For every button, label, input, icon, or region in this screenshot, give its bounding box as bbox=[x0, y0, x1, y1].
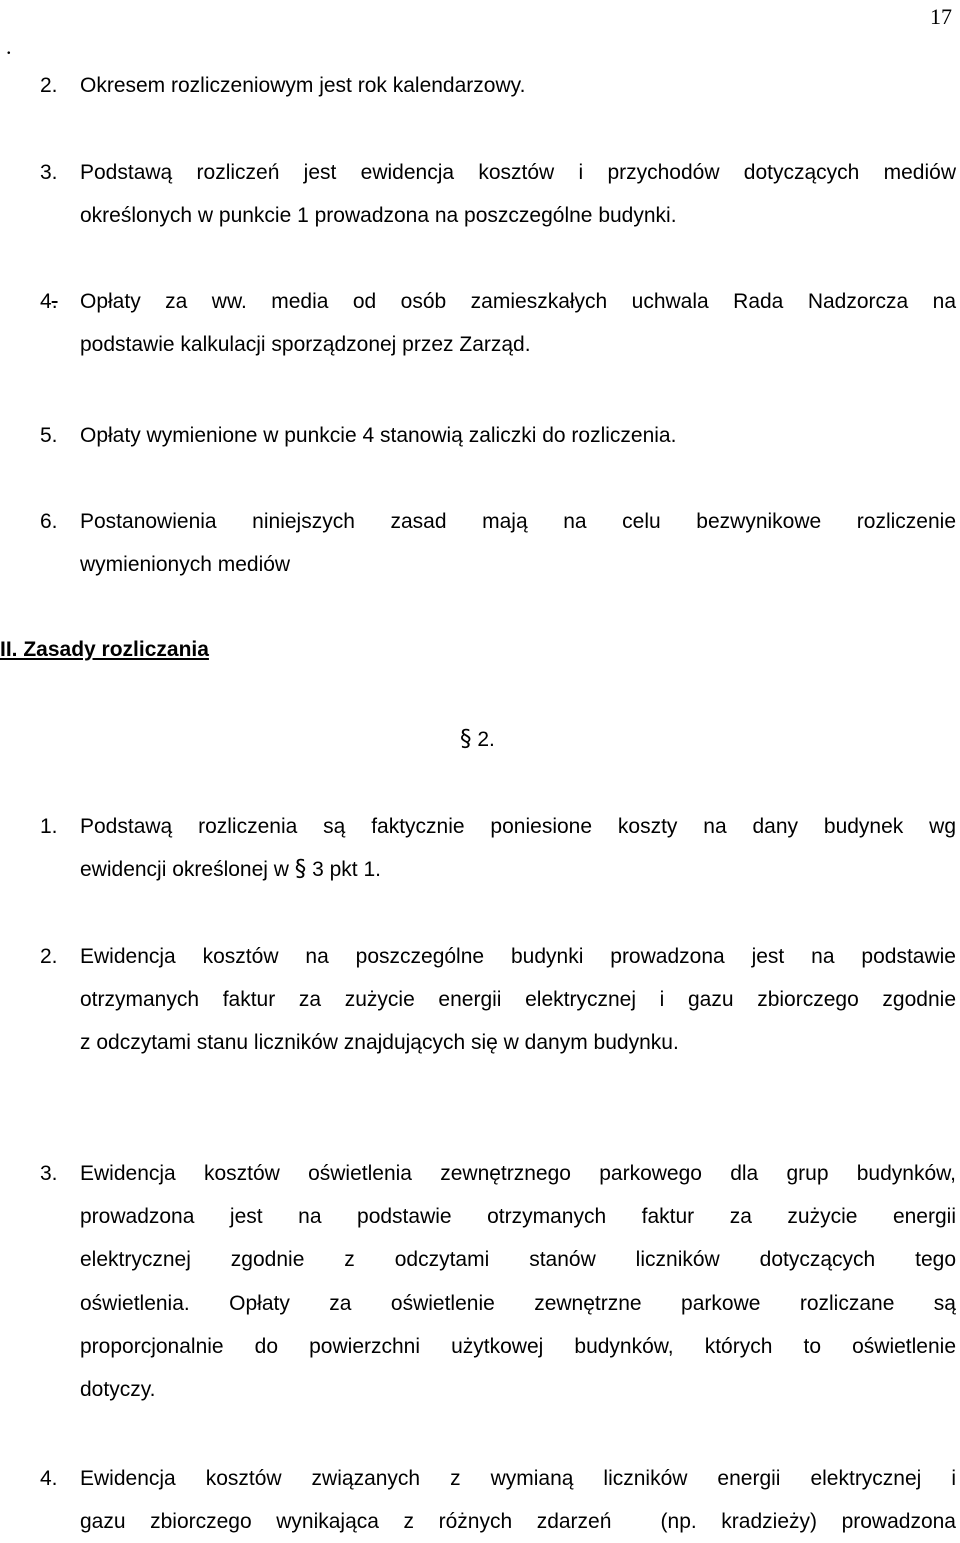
struck-period: . bbox=[51, 290, 58, 313]
item-text: prowadzona jest na podstawie otrzymanych faktur za zużycie energii bbox=[80, 1205, 956, 1229]
section-heading: II. Zasady rozliczania bbox=[0, 638, 209, 661]
section-sign: § bbox=[294, 856, 307, 883]
list-item bbox=[40, 151, 956, 237]
item-text: Okresem rozliczeniowym jest rok kalendarzowy. bbox=[80, 74, 526, 97]
item-text: Ewidencja kosztów związanych z wymianą liczników energii elektrycznej i bbox=[80, 1467, 956, 1490]
item-number: 2. bbox=[40, 74, 58, 97]
item-text: wymienionych mediów bbox=[80, 553, 291, 577]
item-number: 1. bbox=[40, 815, 58, 838]
item-text: Podstawą rozliczeń jest ewidencja kosztów i przychodów dotyczących mediów bbox=[80, 161, 956, 184]
item-text: oświetlenia. Opłaty za oświetlenie zewnętrzne parkowe rozliczane są bbox=[80, 1291, 956, 1315]
item-text: Opłaty za ww. media od osób zamieszkałych uchwala Rada Nadzorcza na bbox=[80, 290, 956, 313]
item-text: gazu zbiorczego wynikająca z różnych zdarzeń (np. kradzieży) prowadzona bbox=[80, 1510, 956, 1534]
list-item bbox=[40, 64, 956, 107]
item-text: Opłaty wymienione w punkcie 4 stanowią zaliczki do rozliczenia. bbox=[80, 424, 677, 447]
item-number: 4. bbox=[40, 1467, 58, 1490]
list-item bbox=[40, 805, 956, 891]
item-text: proporcjonalnie do powierzchni użytkowej budynków, których to oświetlenie bbox=[80, 1334, 956, 1358]
item-text: elektrycznej zgodnie z odczytami stanów liczników dotyczących tego bbox=[80, 1248, 956, 1272]
item-text: z odczytami stanu liczników znajdujących się w danym budynku. bbox=[80, 1031, 679, 1055]
paragraph-number: 2. bbox=[477, 728, 495, 751]
item-number: 5. bbox=[40, 424, 58, 447]
item-text: otrzymanych faktur za zużycie energii elektrycznej i gazu zbiorczego zgodnie bbox=[80, 988, 956, 1012]
list-item bbox=[40, 1152, 956, 1411]
item-text: określonych w punkcie 1 prowadzona na poszczególne budynki. bbox=[80, 204, 677, 228]
item-number: 4. bbox=[40, 290, 58, 313]
section-sign: § bbox=[460, 726, 472, 752]
item-number: 6. bbox=[40, 510, 58, 533]
paragraph-mark bbox=[460, 718, 495, 761]
list-item bbox=[40, 280, 956, 366]
stray-mark: . bbox=[6, 34, 12, 59]
item-text: Ewidencja kosztów oświetlenia zewnętrznego parkowego dla grup budynków, bbox=[80, 1162, 956, 1185]
item-text: Ewidencja kosztów na poszczególne budynki prowadzona jest na podstawie bbox=[80, 945, 956, 968]
item-number: 3. bbox=[40, 1162, 58, 1185]
item-text: Podstawą rozliczenia są faktycznie poniesione koszty na dany budynek wg bbox=[80, 815, 956, 838]
list-item bbox=[40, 935, 956, 1065]
item-text: podstawie kalkulacji sporządzonej przez Zarząd. bbox=[80, 333, 531, 357]
item-text: ewidencji określonej w § 3 pkt 1. bbox=[80, 856, 381, 883]
list-item bbox=[40, 500, 956, 586]
item-text: Postanowienia niniejszych zasad mają na celu bezwynikowe rozliczenie bbox=[80, 510, 956, 533]
item-number: 3. bbox=[40, 161, 58, 184]
item-number: 2. bbox=[40, 945, 58, 968]
item-text: dotyczy. bbox=[80, 1378, 156, 1402]
page-number: 17 bbox=[930, 4, 952, 29]
list-item bbox=[40, 1457, 956, 1543]
list-item bbox=[40, 414, 956, 457]
